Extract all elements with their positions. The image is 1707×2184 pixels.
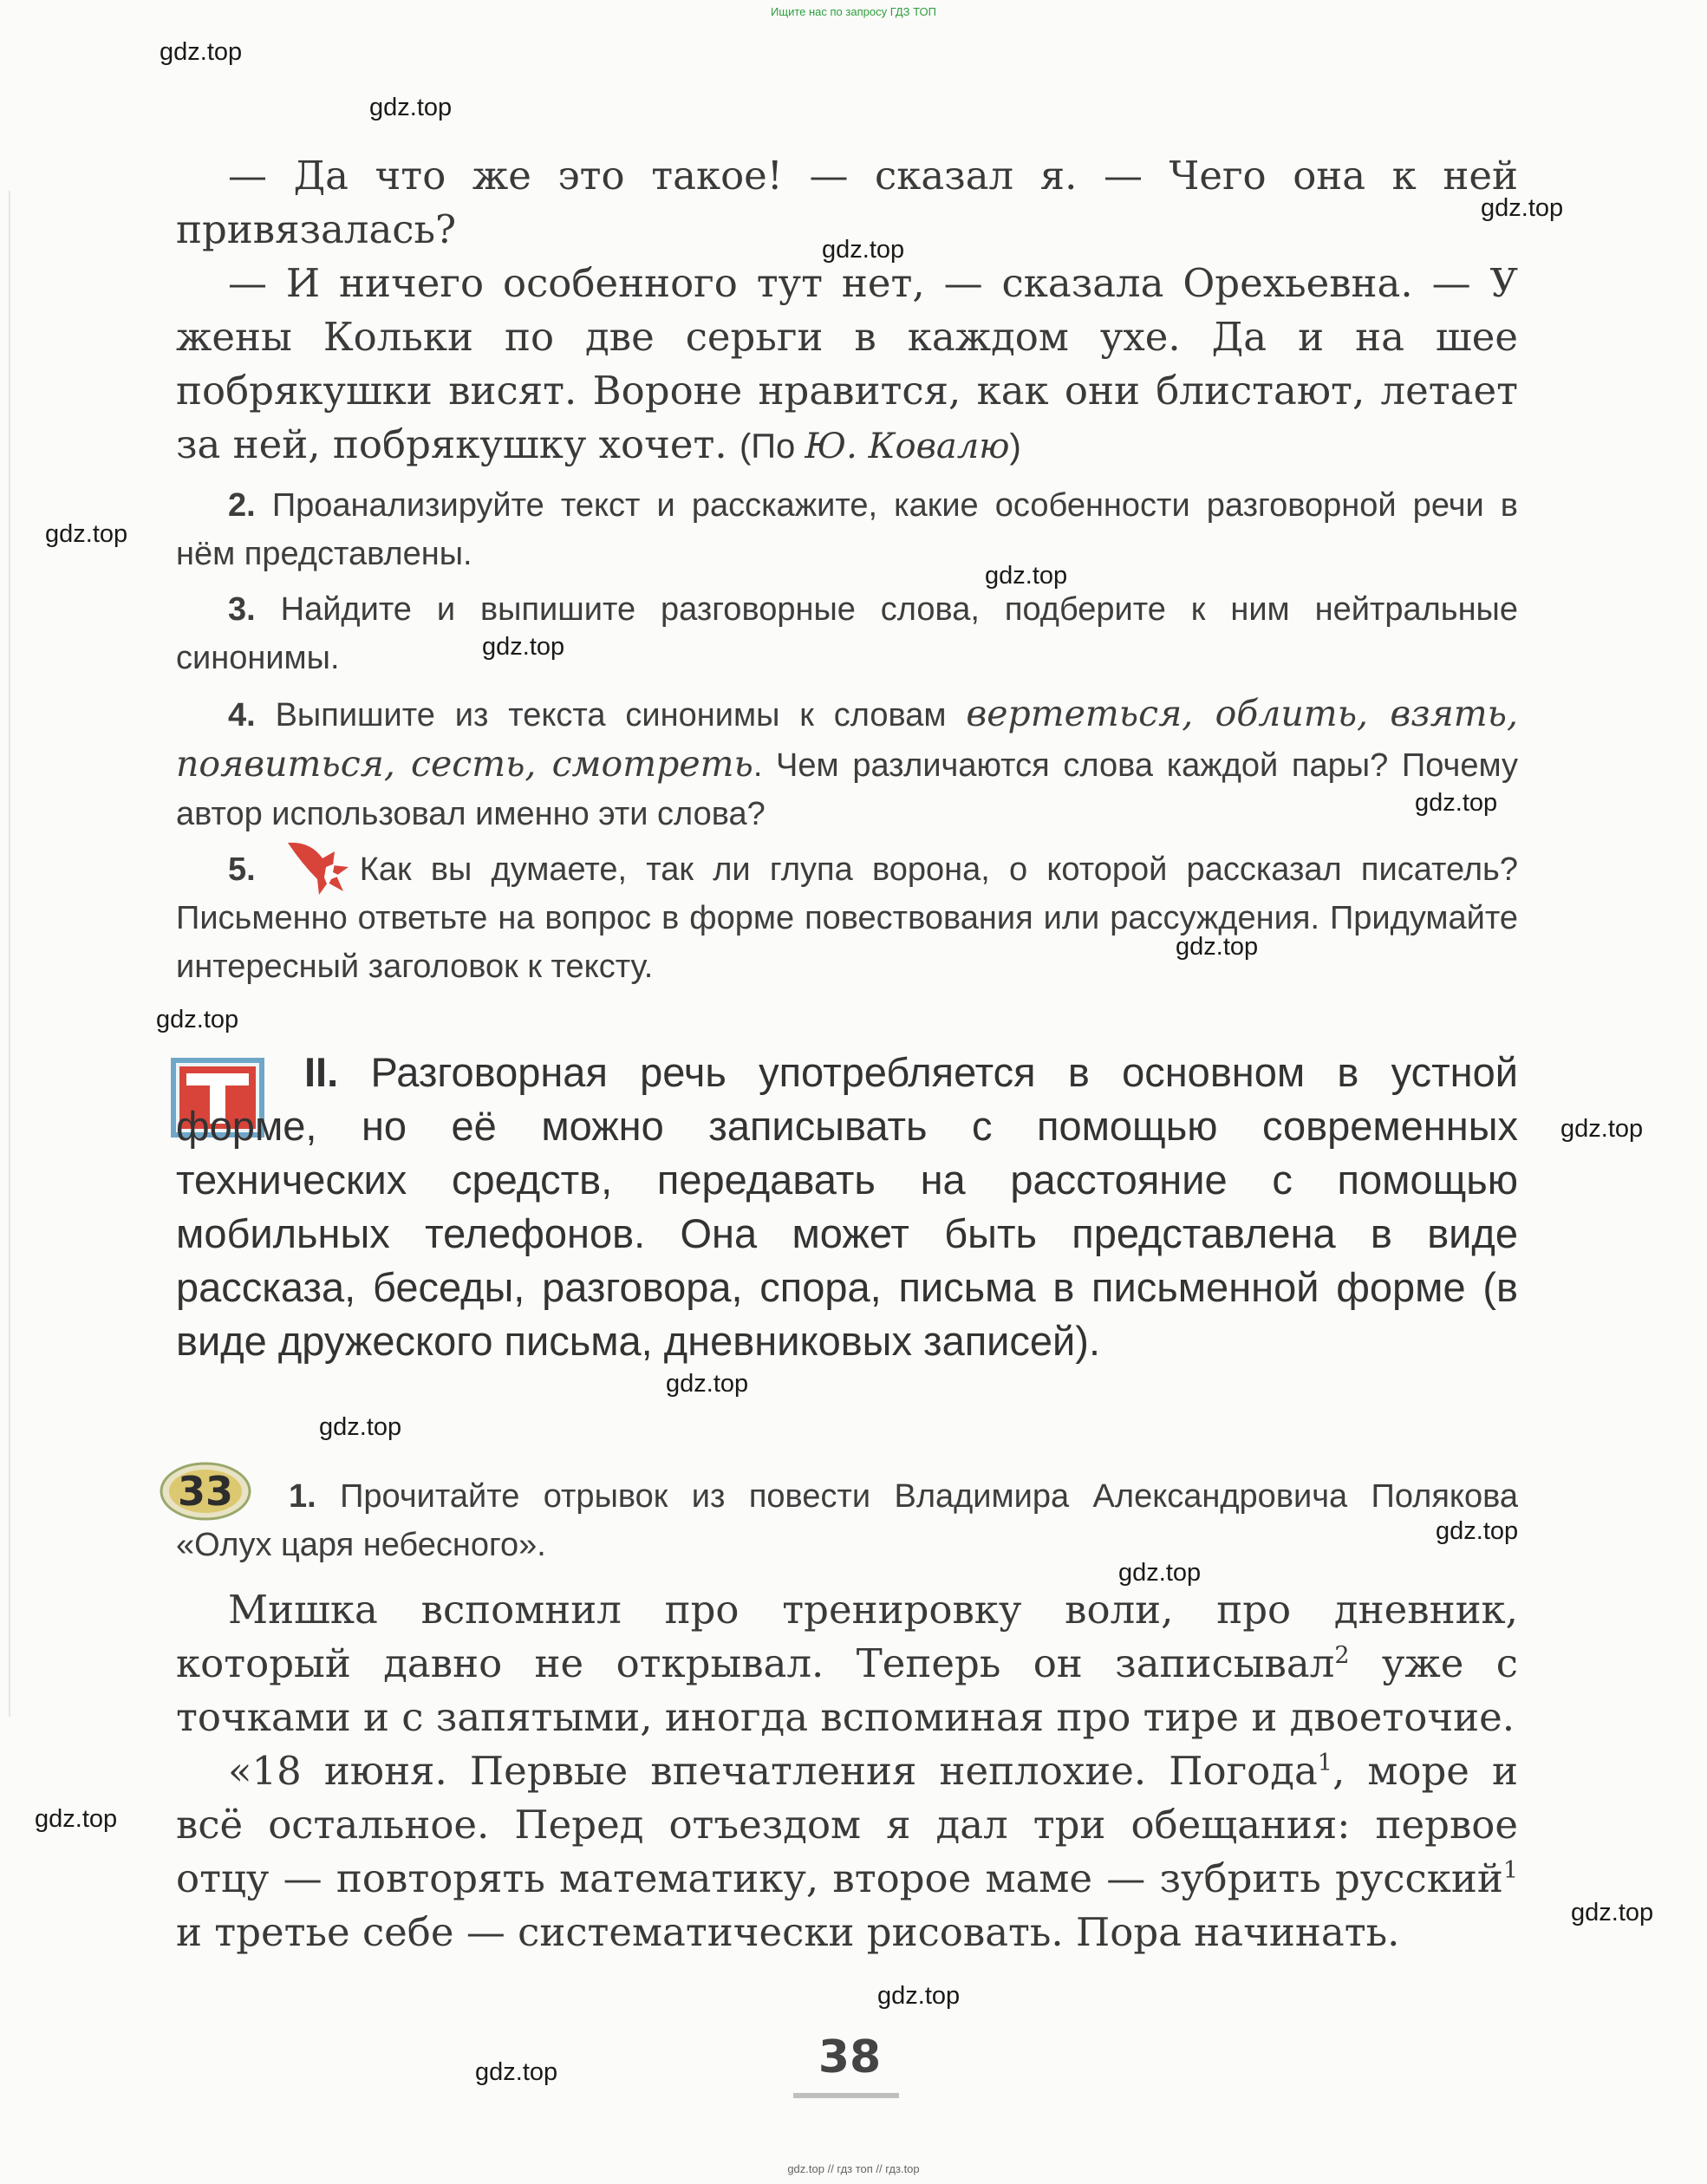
- watermark: gdz.top: [160, 38, 243, 66]
- watermark: gdz.top: [319, 1413, 402, 1441]
- task-text: . Чем различаются слова каждой пары? Почему автор использовал именно эти слова?: [176, 747, 1518, 832]
- watermark: gdz.top: [475, 2058, 558, 2086]
- task-list: [176, 481, 1518, 991]
- task-italic-words: вертеться, облить, взять, появиться, сесть, смотреть: [176, 693, 1518, 785]
- story-paragraph: [176, 1744, 1518, 1959]
- task-3: [176, 585, 1518, 682]
- creative-task-icon: [284, 838, 362, 898]
- task-text: Как вы думаете, так ли глупа ворона, о которой рассказал писатель? Письменно ответьте на вопрос в форме повествования или рассуждения. Придумайте интересный заголовок к тексту.: [176, 851, 1518, 985]
- exercise-number: 33: [177, 1468, 234, 1515]
- task-number: 3.: [228, 591, 256, 628]
- watermark: gdz.top: [1481, 194, 1564, 222]
- attribution-suffix: ): [1009, 427, 1021, 466]
- watermark: gdz.top: [1436, 1517, 1519, 1545]
- story-text: уже с точками и с запятыми, иногда вспоминая про тире и двоеточие.: [176, 1640, 1518, 1740]
- story-passage-2: [176, 1583, 1518, 1959]
- attribution-author: Ю. Ковалю: [805, 427, 1010, 466]
- page-number-underline: [793, 2093, 899, 2098]
- watermark: gdz.top: [822, 236, 905, 264]
- theory-text: Разговорная речь употребляется в основном в устной форме, но её можно записывать с помощью современных технических средств, передавать на расстояние с помощью мобильных телефонов. Она может быть представлена в виде рассказа, беседы, разговора, спора, письма в письменной форме (в виде дружеского письма, дневниковых записей).: [176, 1049, 1518, 1364]
- watermark: gdz.top: [1571, 1899, 1654, 1926]
- story-text: и третье себе — систематически рисовать. Пора начинать.: [176, 1909, 1400, 1955]
- exercise-task: [176, 1472, 1518, 1569]
- task-4: [176, 689, 1518, 838]
- watermark: gdz.top: [985, 562, 1068, 590]
- story-text: , море и всё остальное. Перед отъездом я дал три обещания: первое отцу — повторять математику, второе маме — зубрить русский: [176, 1748, 1518, 1901]
- task-text: Проанализируйте текст и расскажите, какие особенности разговорной речи в нём представлены.: [176, 487, 1518, 572]
- story-text: — И ничего особенного тут нет, — сказала Орехьевна. — У жены Кольки по две серьги в каждом ухе. Да и на шее побрякушки висят. Вороне нравится, как они блистают, летает за ней, побрякушку хочет.: [176, 260, 1518, 467]
- story-paragraph: — Да что же это такое! — сказал я. — Чего она к ней привязалась?: [176, 153, 1518, 252]
- theory-block: [176, 1046, 1518, 1368]
- watermark: gdz.top: [1415, 789, 1498, 817]
- story-passage-1: [176, 149, 1518, 473]
- watermark: gdz.top: [877, 1982, 961, 2010]
- task-text: Выпишите из текста синонимы к словам: [275, 697, 967, 733]
- watermark: gdz.top: [35, 1805, 118, 1833]
- page-number: 38: [818, 2031, 882, 2083]
- task-number: 2.: [228, 487, 256, 524]
- watermark: gdz.top: [156, 1006, 239, 1033]
- theory-number: II.: [304, 1049, 339, 1095]
- task-2: [176, 481, 1518, 578]
- task-5: [176, 845, 1518, 991]
- story-paragraph: [176, 1583, 1518, 1744]
- watermark: gdz.top: [1118, 1559, 1202, 1587]
- footnote-mark: 1: [1317, 1750, 1332, 1777]
- watermark: gdz.top: [369, 94, 453, 121]
- exercise-task-paragraph: [176, 1472, 1518, 1569]
- task-number: 1.: [289, 1478, 316, 1515]
- watermark: gdz.top: [482, 633, 565, 661]
- task-text: Прочитайте отрывок из повести Владимира Александровича Полякова «Олух царя небесного».: [176, 1478, 1518, 1563]
- task-text: Найдите и выпишите разговорные слова, подберите к ним нейтральные синонимы.: [176, 591, 1519, 676]
- attribution-prefix: (По: [739, 427, 805, 466]
- watermark: gdz.top: [1560, 1115, 1644, 1143]
- attribution: [739, 427, 1021, 466]
- bottom-banner[interactable]: gdz.top // гдз топ // гдз.top: [787, 2162, 920, 2175]
- story-paragraph: [176, 257, 1518, 473]
- page-edge-rule: [9, 191, 10, 1717]
- task-number: 5.: [228, 851, 256, 888]
- watermark: gdz.top: [666, 1370, 749, 1398]
- task-number: 4.: [228, 697, 256, 733]
- footnote-mark: 1: [1502, 1857, 1518, 1884]
- theory-paragraph: [176, 1046, 1518, 1368]
- top-banner[interactable]: Ищите нас по запросу ГДЗ ТОП: [771, 5, 936, 18]
- watermark: gdz.top: [1176, 933, 1259, 961]
- story-text: «18 июня. Первые впечатления неплохие. Погода: [228, 1748, 1318, 1794]
- story-text: Мишка вспомнил про тренировку воли, про дневник, который давно не открывал. Теперь он записывал: [176, 1587, 1518, 1686]
- watermark: gdz.top: [45, 520, 128, 548]
- footnote-mark: 2: [1334, 1642, 1350, 1669]
